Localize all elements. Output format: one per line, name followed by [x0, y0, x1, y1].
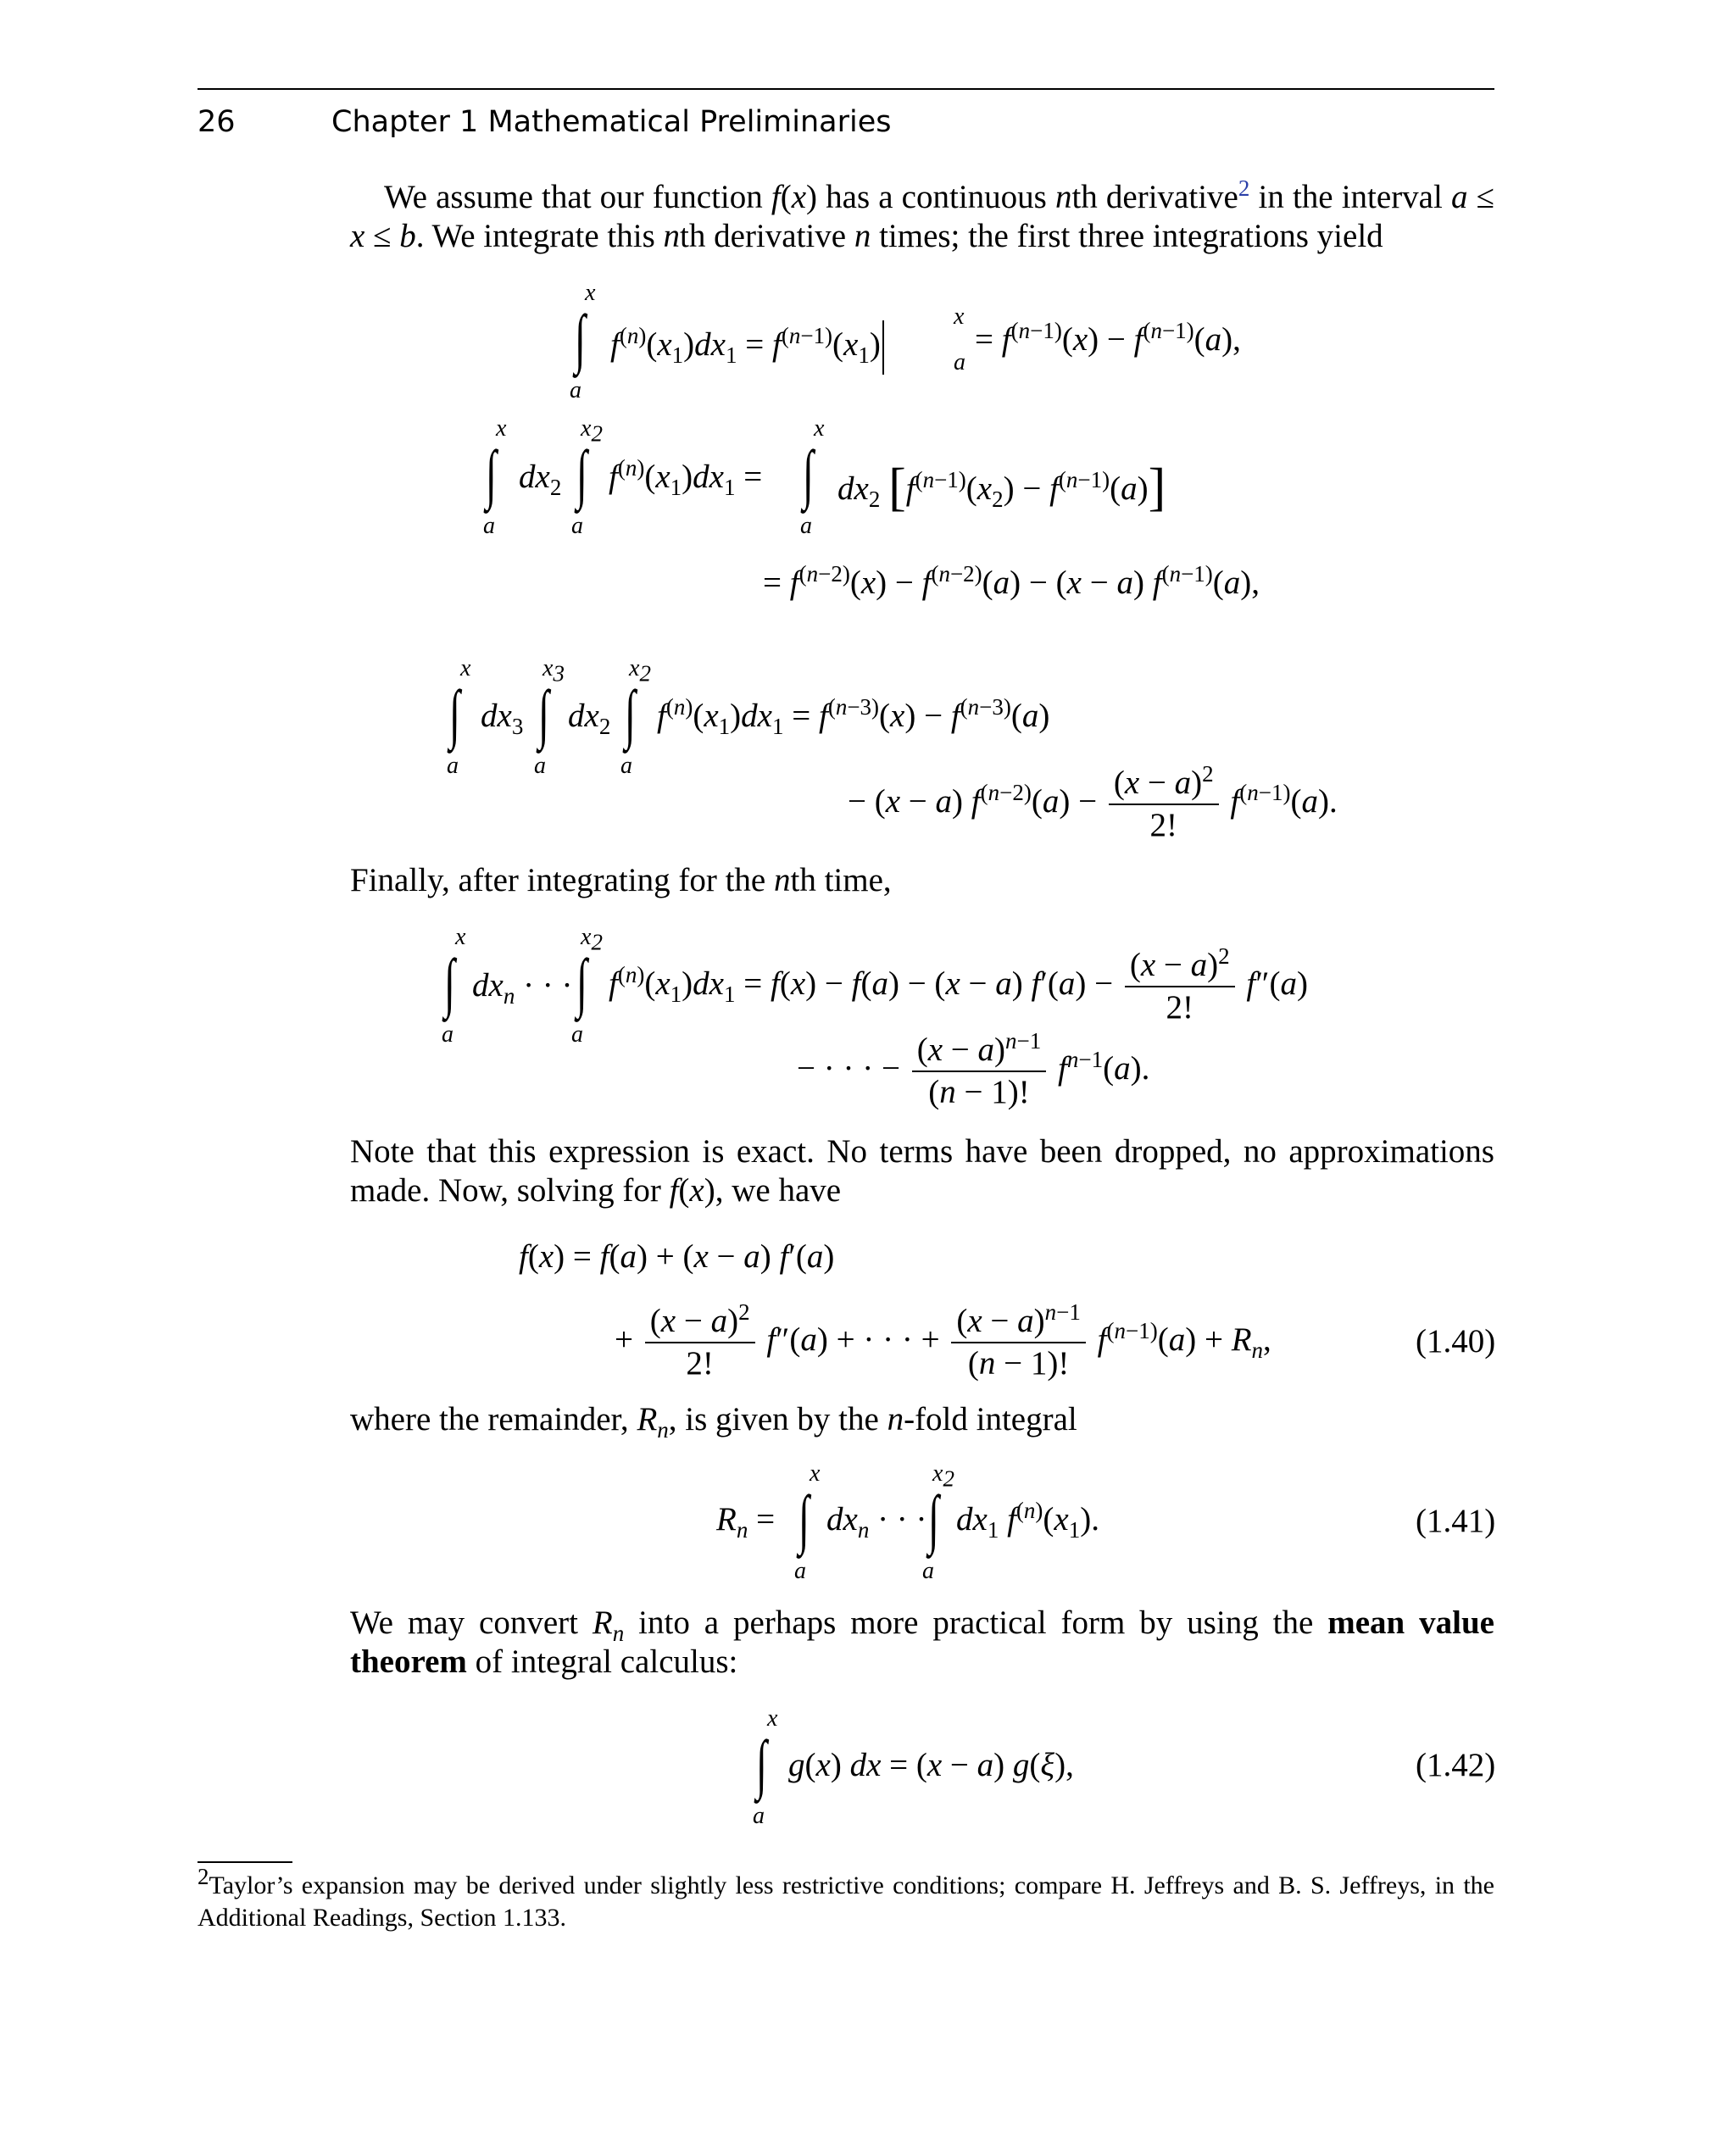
footnote-mark: 2 — [198, 1864, 209, 1889]
footnote-ref[interactable]: 2 — [1238, 175, 1250, 201]
paragraph-1: We assume that our function f(x) has a continuous nth derivative$^2$ in the interval a ≤ x ≤ b. We integrate this nth derivative n times; the first three integrations yield — [350, 175, 1494, 254]
equation-number-1-42: (1.42) — [1416, 1747, 1496, 1783]
equation-number-1-40: (1.40) — [1416, 1323, 1496, 1360]
footnote — [198, 1864, 1494, 1934]
chapter-title: Chapter 1 Mathematical Preliminaries — [331, 105, 892, 139]
paragraph-2: Finally, after integrating for the nth time, — [350, 862, 892, 898]
header-rule — [198, 88, 1494, 90]
page-number: 26 — [198, 105, 236, 139]
paragraph-3: Note that this expression is exact. No terms have been dropped, no approximations made. Now, solving for f(x), we have — [350, 1133, 1494, 1209]
equation-number-1-41: (1.41) — [1416, 1503, 1496, 1539]
footnote-text: Taylor’s expansion may be derived under slightly less restrictive conditions; compare H. Jeffreys and B. S. Jeffreys, in the Additional Readings, Section 1.133. — [198, 1871, 1494, 1932]
mean-value-theorem-term: mean value theorem — [350, 1604, 1494, 1680]
footnote-rule — [198, 1861, 292, 1863]
paragraph-4: where the remainder, $R_n$, is given by the n-fold integral — [350, 1401, 1077, 1443]
paragraph-5: We may convert $R_n$ into a perhaps more practical form by using the mean value theorem of integral calculus: — [350, 1604, 1494, 1680]
